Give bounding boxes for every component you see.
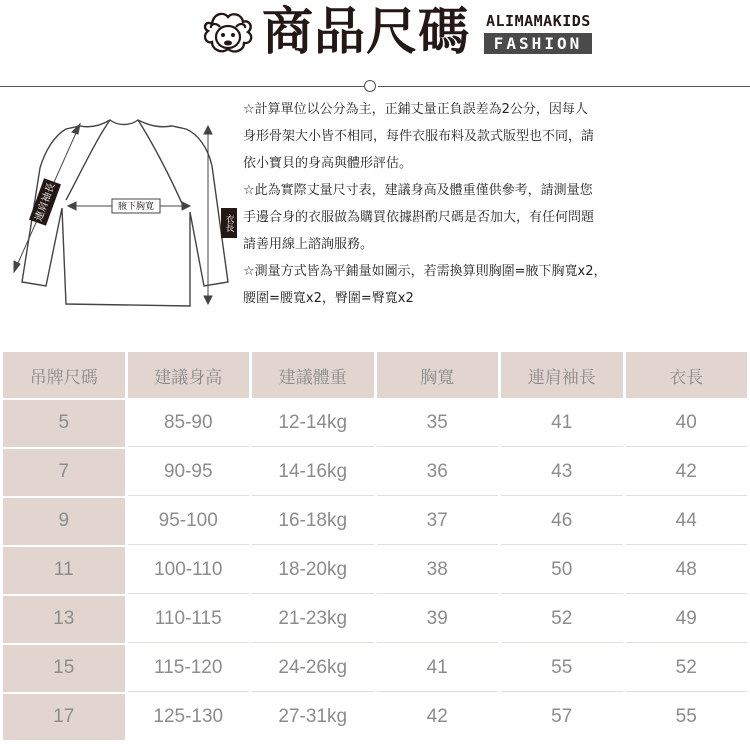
note-line: 手邊合身的衣服做為購買依據斟酌尺碼是否加大，有任何問題 (243, 210, 595, 225)
header-weight: 建議體重 (252, 352, 374, 398)
divider-right (378, 86, 750, 87)
sheep-logo-icon (198, 6, 256, 62)
length-label: 衣長 (223, 214, 234, 232)
header-chest: 胸寬 (377, 352, 499, 398)
cell-sleeve: 43 (501, 449, 623, 496)
divider-left (0, 86, 364, 87)
cell-chest: 36 (377, 449, 499, 496)
note-line: 腰圍=腰寬x2，臀圍=臀寬x2 (243, 291, 414, 306)
cell-length: 55 (626, 694, 748, 740)
table-row (3, 596, 747, 643)
cell-length: 49 (626, 596, 748, 643)
cell-weight: 24-26kg (252, 645, 374, 692)
cell-size: 9 (3, 498, 125, 545)
table-row (3, 694, 747, 740)
cell-length: 44 (626, 498, 748, 545)
header-sleeve: 連肩袖長 (501, 352, 623, 398)
page-title: 商品尺碼 (262, 3, 471, 62)
cell-height: 85-90 (128, 400, 250, 447)
chest-label: 腋下胸寬 (117, 202, 155, 212)
raglan-seam-right (138, 120, 184, 208)
note-line: 身形骨架大小皆不相同，每件衣服布料及款式版型也不同，請 (243, 129, 595, 144)
cell-chest: 37 (377, 498, 499, 545)
table-row (3, 498, 747, 545)
shirt-diagram (0, 96, 240, 316)
size-notes (243, 96, 743, 312)
note-line: 依小寶貝的身高與體形評估。 (243, 156, 413, 171)
cell-height: 95-100 (128, 498, 250, 545)
note-line: ☆計算單位以公分為主，正鋪丈量正負誤差為2公分，因每人 (243, 102, 588, 117)
cell-chest: 38 (377, 547, 499, 594)
cell-weight: 27-31kg (252, 694, 374, 740)
cell-height: 90-95 (128, 449, 250, 496)
cell-weight: 18-20kg (252, 547, 374, 594)
cell-weight: 21-23kg (252, 596, 374, 643)
cell-height: 100-110 (128, 547, 250, 594)
cell-sleeve: 57 (501, 694, 623, 740)
cell-sleeve: 55 (501, 645, 623, 692)
cell-size: 5 (3, 400, 125, 447)
cell-weight: 12-14kg (252, 400, 374, 447)
cell-size: 7 (3, 449, 125, 496)
cell-sleeve: 41 (501, 400, 623, 447)
cell-sleeve: 46 (501, 498, 623, 545)
cell-height: 115-120 (128, 645, 250, 692)
fashion-badge: FASHION (484, 33, 592, 54)
table-row (3, 547, 747, 594)
cell-height: 110-115 (128, 596, 250, 643)
cell-weight: 16-18kg (252, 498, 374, 545)
sleeve-label: 連肩袖長 (33, 181, 58, 223)
header-height: 建議身高 (128, 352, 250, 398)
cell-chest: 35 (377, 400, 499, 447)
note-line: ☆此為實際丈量尺寸表，建議身高及體重僅供參考，請測量您 (243, 183, 593, 198)
note-line: 請善用線上諮詢服務。 (243, 237, 374, 252)
header (0, 0, 750, 80)
table-row (3, 645, 747, 692)
size-table (0, 350, 750, 742)
cell-size: 11 (3, 547, 125, 594)
brand-name: ALIMAMAKIDS (486, 12, 591, 30)
cell-size: 17 (3, 694, 125, 740)
cell-size: 13 (3, 596, 125, 643)
cell-length: 42 (626, 449, 748, 496)
cell-chest: 42 (377, 694, 499, 740)
note-line: ☆測量方式皆為平鋪量如圖示，若需換算則胸圍=腋下胸寬x2， (243, 264, 607, 279)
cell-length: 52 (626, 645, 748, 692)
cell-weight: 14-16kg (252, 449, 374, 496)
cell-sleeve: 50 (501, 547, 623, 594)
table-row (3, 449, 747, 496)
header-length: 衣長 (626, 352, 748, 398)
table-header-row (3, 352, 747, 398)
cell-height: 125-130 (128, 694, 250, 740)
header-tag-size: 吊牌尺碼 (3, 352, 125, 398)
cell-length: 48 (626, 547, 748, 594)
cell-chest: 41 (377, 645, 499, 692)
cell-sleeve: 52 (501, 596, 623, 643)
cell-size: 15 (3, 645, 125, 692)
cell-chest: 39 (377, 596, 499, 643)
divider-circle (364, 80, 376, 92)
cell-length: 40 (626, 400, 748, 447)
table-row (3, 400, 747, 447)
